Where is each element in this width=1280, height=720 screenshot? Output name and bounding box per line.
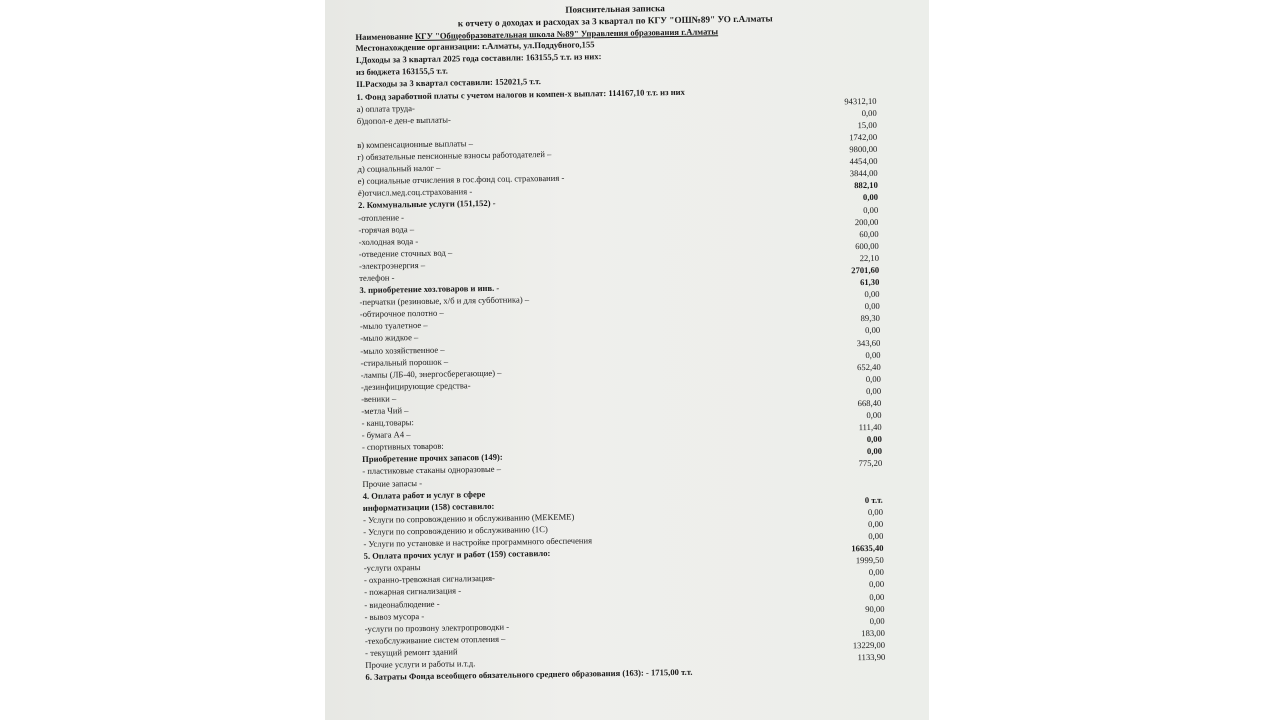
expense-amount: 15,00 <box>857 119 877 130</box>
expense-amount: 3844,00 <box>849 168 878 179</box>
expense-label: в) компенсационные выплаты – <box>357 138 474 150</box>
organization-name-label: Наименование <box>355 30 413 42</box>
expense-label: 6. Затраты Фонда всеобщего обязательного среднего образования (163): - 1715,00 т.т. <box>365 666 693 682</box>
expense-amount: 0,00 <box>864 301 880 312</box>
expense-amount: 668,40 <box>857 397 882 409</box>
expense-amount: 60,00 <box>859 228 879 239</box>
expense-amount: 0,00 <box>865 349 881 360</box>
expense-label: -перчатки (резиновые, х/б и для субботника) – <box>359 294 530 308</box>
expense-amount: 89,30 <box>860 313 881 324</box>
expense-amount: 0,00 <box>862 192 879 203</box>
expense-amount: 16635,40 <box>851 542 884 554</box>
expense-amount: 0,00 <box>866 409 882 421</box>
expense-amount: 183,00 <box>861 627 885 638</box>
expense-label: -отведение сточных вод – <box>358 247 453 259</box>
expense-amount: 94312,10 <box>844 95 877 106</box>
expense-amount: 0,00 <box>864 288 880 300</box>
expense-amount: 652,40 <box>856 361 881 372</box>
expense-label: -мыло туалетное – <box>359 320 428 332</box>
expense-label: г) обязательные пенсионные взносы работодателей – <box>357 148 552 163</box>
expense-label: -лампы (ЛБ-40, энергосберегающие) – <box>360 367 502 380</box>
expense-amount: 61,30 <box>859 276 880 288</box>
document-header <box>355 0 876 91</box>
expense-amount: 0 т.т. <box>864 494 883 505</box>
expense-label: 3. приобретение хоз.товаров и инв. - <box>359 282 500 296</box>
income-total: I.Доходы за 3 квартал 2025 года составили: 163155,5 т.т. из них: <box>355 51 602 66</box>
expense-amount: 0,00 <box>861 107 877 118</box>
expense-label: - канц.товары: <box>361 417 414 429</box>
expense-amount: 0,00 <box>865 325 881 336</box>
expense-label: ё)отчисл.мед.соц.страхования - <box>357 186 473 199</box>
expense-items <box>356 82 885 683</box>
expense-amount: 0,00 <box>868 530 884 542</box>
expenses-total: II.Расходы за 3 квартал составили: 152021,5 т.т. <box>356 75 541 89</box>
expense-label: -холодная вода - <box>358 235 419 247</box>
expense-amount: 9800,00 <box>849 143 878 155</box>
expense-label: -отопление - <box>358 211 405 223</box>
expense-amount <box>813 481 883 482</box>
expense-label: -техобслуживание систем отопления – <box>364 633 506 646</box>
expense-label: 1. Фонд заработной платы с учетом налогов и компен-х выплат: 114167,10 т.т. из них <box>356 86 685 102</box>
expense-amount: 13229,00 <box>852 639 886 651</box>
expense-amount: 0,00 <box>867 506 884 517</box>
expense-amount: 775,20 <box>858 458 883 469</box>
expense-label: - Услуги по установке и настройке программного обеспечения <box>363 535 593 549</box>
expense-amount: 90,00 <box>865 603 885 614</box>
expense-amount: 882,10 <box>854 180 878 191</box>
expense-label: Прочие услуги и работы и.т.д. <box>365 658 476 670</box>
expense-label: 4. Оплата работ и услуг в сфере <box>362 488 486 501</box>
expense-amount: 4454,00 <box>849 155 878 167</box>
expense-amount: 1133,90 <box>857 651 886 663</box>
expense-amount: 111,40 <box>858 421 882 433</box>
expense-label: д) социальный налог – <box>357 162 441 175</box>
expense-label: - спортивных товаров: <box>361 440 444 453</box>
expense-amount: 0,00 <box>868 567 885 578</box>
expense-label: 2. Коммунальные услуги (151,152) - <box>358 198 496 211</box>
expense-label: -мыло жидкое – <box>360 332 419 344</box>
expense-label: -стиральный порошок – <box>360 356 449 368</box>
expense-label: -дезинфицирующие средства- <box>360 380 471 392</box>
expense-label: - текущий ремонт зданий <box>365 646 458 658</box>
document-title: Пояснительная записка <box>565 3 665 15</box>
expense-amount: 0,00 <box>863 204 879 215</box>
expense-amount: 0,00 <box>868 518 884 529</box>
expense-label: -горячая вода – <box>358 223 415 235</box>
expense-amount: 0,00 <box>866 446 883 457</box>
expense-amount: 343,60 <box>856 337 881 348</box>
expense-label: -метла Чий – <box>361 405 409 416</box>
expense-label: - охранно-тревожная сигнализация- <box>363 573 495 586</box>
expense-amount: 1742,00 <box>849 131 878 143</box>
expense-label: -веники – <box>361 393 397 404</box>
expense-label: -обтирочное полотно – <box>359 307 444 320</box>
organization-name-value: КГУ "Общеобразовательная школа №89" Управления образования г.Алматы <box>414 25 719 41</box>
expense-amount: 1999,50 <box>855 554 884 566</box>
expense-label: - пожарная сигнализация - <box>364 585 462 598</box>
expense-label: б)допол-е ден-е выплаты- <box>356 114 451 126</box>
expense-label: -электроэнергия – <box>358 259 426 271</box>
expense-label: - вывоз мусора - <box>364 610 425 622</box>
expense-label: Приобретение прочих запасов (149): <box>362 452 503 465</box>
expense-label: 5. Оплата прочих услуг и работ (159) составило: <box>363 548 551 562</box>
expense-amount: 0,00 <box>869 615 885 626</box>
expense-label: - Услуги по сопровождению и обслуживанию (1С) <box>363 523 548 537</box>
expense-amount: 0,00 <box>865 373 881 384</box>
expense-label: - пластиковые стаканы одноразовые – <box>362 464 502 477</box>
document-subtitle: к отчету о доходах и расходах за 3 квартал по КГУ "ОШ№89" УО г.Алматы <box>457 13 773 29</box>
expense-label: -услуги по прозвону электропроводки - <box>364 621 510 634</box>
document-photo <box>325 0 929 720</box>
expense-amount: 0,00 <box>868 579 885 590</box>
expense-label: -услуги охраны <box>363 562 421 574</box>
expense-amount: 2701,60 <box>851 264 880 276</box>
expense-amount: 200,00 <box>854 216 879 227</box>
expense-label: - видеонаблюдение - <box>364 598 440 610</box>
expense-amount: 0,00 <box>869 591 885 602</box>
expense-amount: 22,10 <box>859 252 880 263</box>
expense-label: е) социальные отчисления в гос.фонд соц. страхования - <box>357 172 565 187</box>
expense-label: информатизации (158) составило: <box>362 500 495 513</box>
expense-label: -мыло хозяйственное – <box>360 344 445 356</box>
expense-amount: 600,00 <box>855 240 879 251</box>
explanatory-note <box>355 0 886 683</box>
expense-label: - бумага А4 – <box>361 429 411 441</box>
expense-label: - Услуги по сопровождению и обслуживанию (МЕКЕМЕ) <box>362 511 575 525</box>
income-budget: из бюджета 163155,5 т.т. <box>355 65 448 77</box>
organization-location: Местонахождение организации: г.Алматы, ул.Поддубного,155 <box>355 39 595 54</box>
expense-amount: 0,00 <box>866 434 882 445</box>
expense-label: а) оплата труда- <box>356 102 415 114</box>
expense-amount <box>806 82 876 83</box>
expense-label: Прочие запасы - <box>362 477 423 489</box>
expense-amount: 0,00 <box>865 385 882 396</box>
expense-label: телефон - <box>359 272 395 283</box>
